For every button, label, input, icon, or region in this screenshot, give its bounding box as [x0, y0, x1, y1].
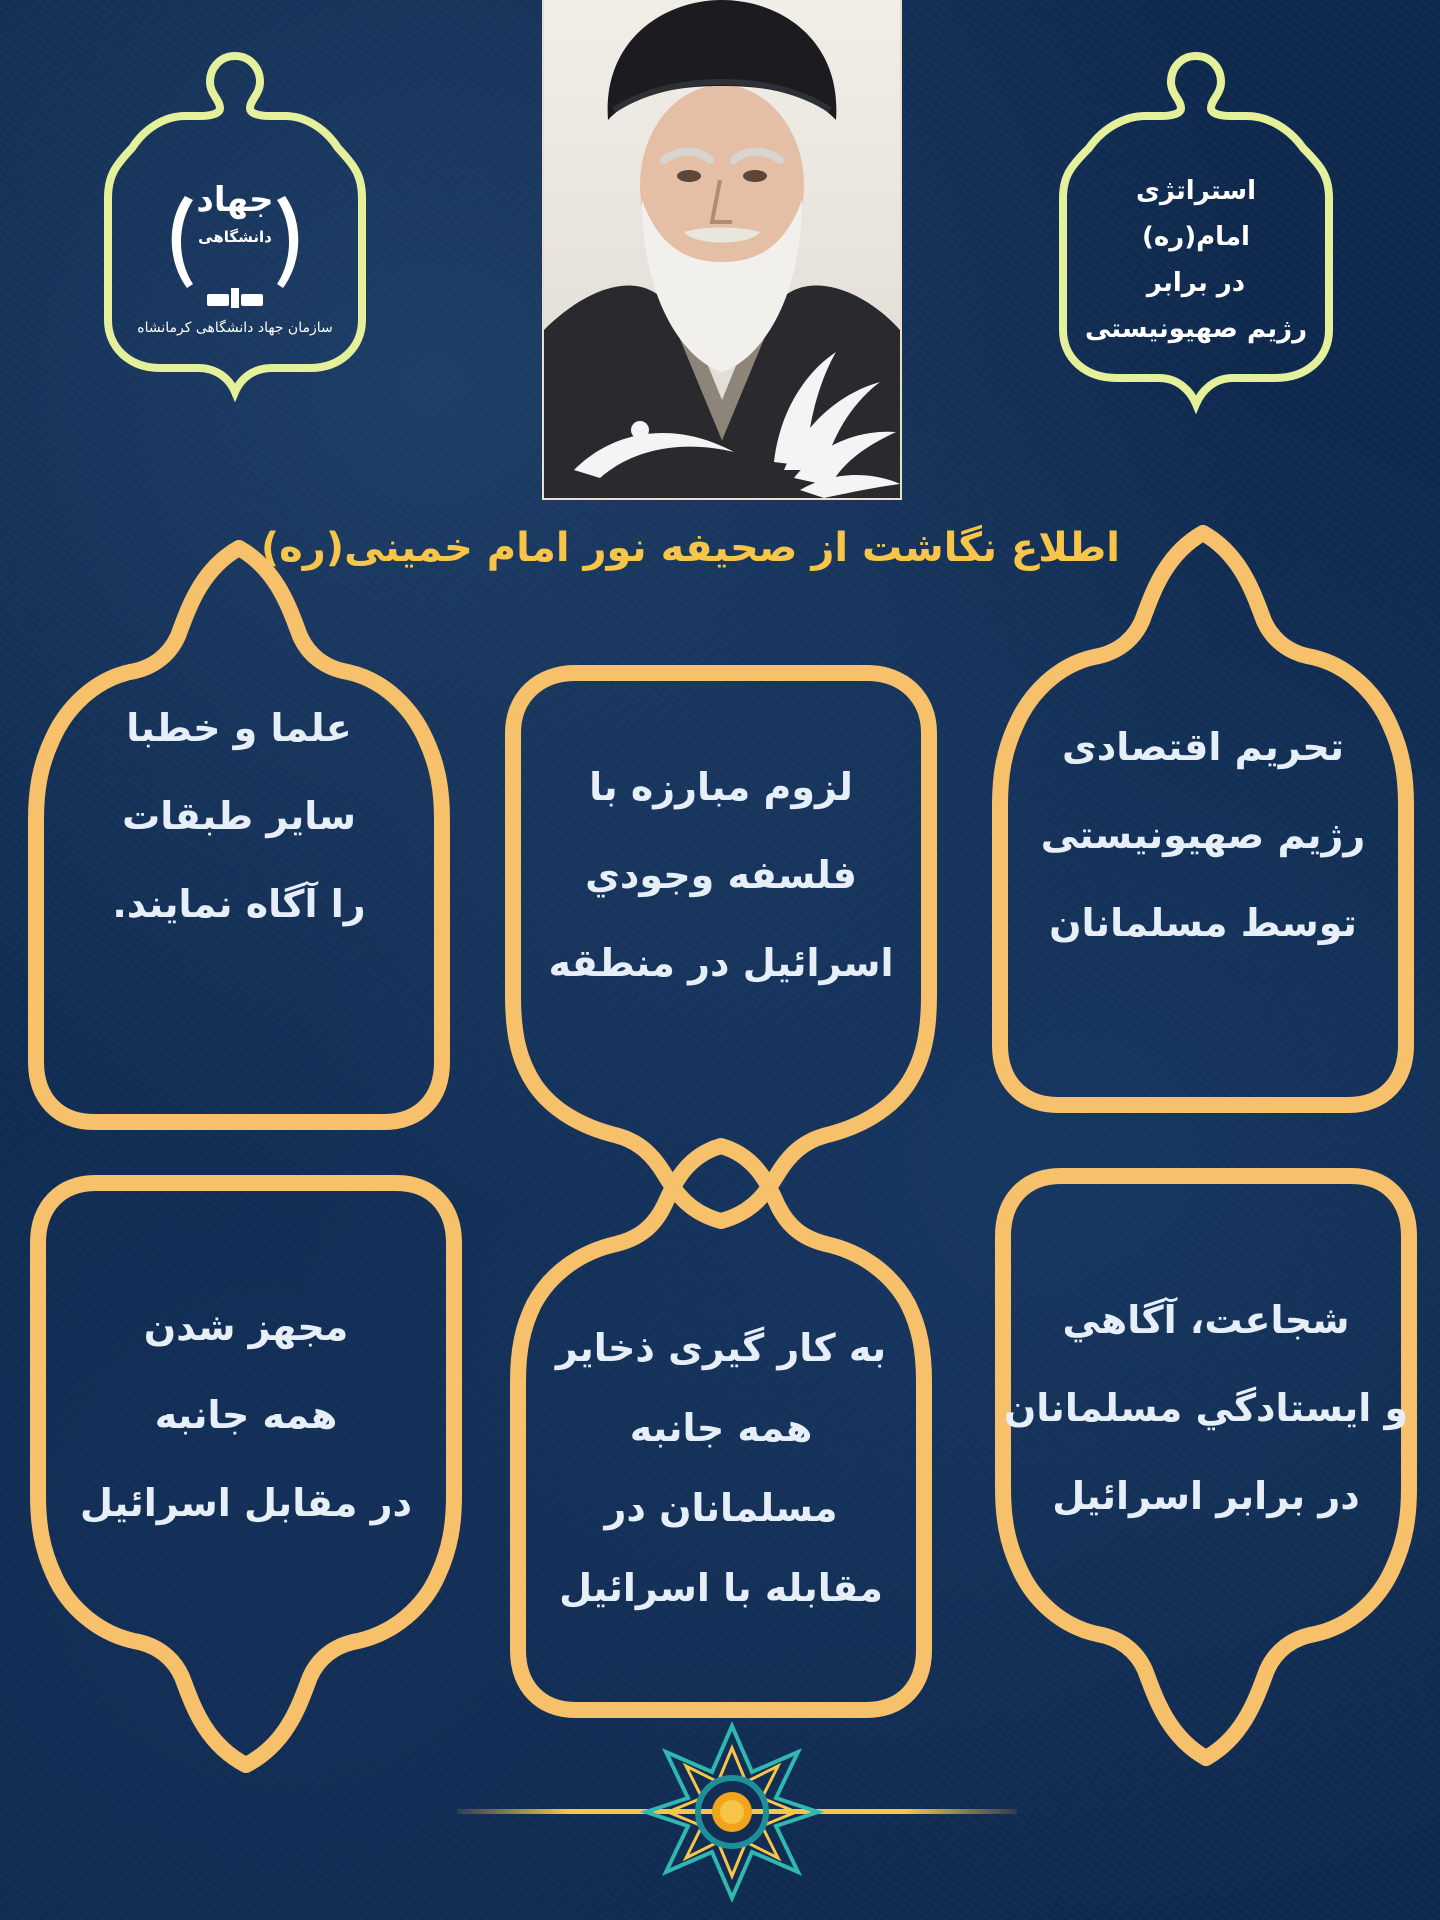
- logo-caption: سازمان جهاد دانشگاهی کرمانشاه: [137, 320, 333, 336]
- card-line: علما و خطبا: [126, 706, 352, 750]
- page-title: اطلاع نگاشت از صحیفه نور امام خمینی(ره): [260, 525, 1120, 571]
- logo-subtitle: دانشگاهی: [198, 228, 272, 246]
- card-bottom-left: [30, 1175, 462, 1775]
- card-line: توسط مسلمانان: [1049, 901, 1357, 945]
- card-line: فلسفه وجودي: [585, 853, 857, 897]
- card-line: و ایستادگي مسلمانان: [1003, 1386, 1409, 1430]
- card-top-right: [992, 525, 1414, 1115]
- card-line: مجهز شدن: [143, 1305, 349, 1349]
- strategy-badge: [1055, 48, 1337, 422]
- card-text: [530, 1298, 912, 1638]
- card-text: [50, 1275, 442, 1555]
- badge-line: رژیم صهیونیستی: [1084, 314, 1308, 344]
- card-line: را آگاه نمایند.: [112, 882, 366, 926]
- card-line: همه جانبه: [154, 1393, 338, 1437]
- badge-line: در برابر: [1146, 268, 1246, 298]
- card-bottom-right: [995, 1168, 1417, 1768]
- portrait-image: [542, 0, 902, 500]
- card-line: رژیم صهیونیستی: [1040, 813, 1366, 857]
- card-line: تحریم اقتصادی: [1061, 725, 1345, 769]
- card-text: [1003, 1268, 1409, 1548]
- card-line: مسلمانان در: [604, 1486, 838, 1530]
- card-line: در برابر اسرائیل: [1052, 1474, 1360, 1518]
- portrait-illustration: [544, 0, 900, 498]
- card-line: سایر طبقات: [122, 794, 356, 838]
- card-bottom-middle: [510, 1138, 932, 1720]
- card-line: همه جانبه: [629, 1406, 813, 1450]
- card-line: مقابله با اسرائیل: [559, 1566, 883, 1610]
- card-line: در مقابل اسرائیل: [80, 1481, 412, 1525]
- card-text: [535, 725, 907, 1025]
- badge-line: استراتژی: [1136, 176, 1256, 206]
- badge-line: امام(ره): [1142, 222, 1250, 252]
- card-line: اسرائیل در منطقه: [548, 941, 894, 985]
- footer-rosette-icon: [637, 1717, 827, 1907]
- logo-word: جهاد: [196, 180, 274, 220]
- card-top-left: [28, 540, 450, 1132]
- card-text: [1022, 695, 1384, 975]
- strategy-badge-text: [1075, 160, 1317, 360]
- logo-badge: [100, 48, 370, 410]
- card-line: لزوم مبارزه با: [589, 765, 853, 809]
- card-line: شجاعت، آگاهي: [1062, 1298, 1350, 1342]
- card-text: [58, 676, 420, 956]
- card-line: به کار گیری ذخایر: [555, 1326, 887, 1370]
